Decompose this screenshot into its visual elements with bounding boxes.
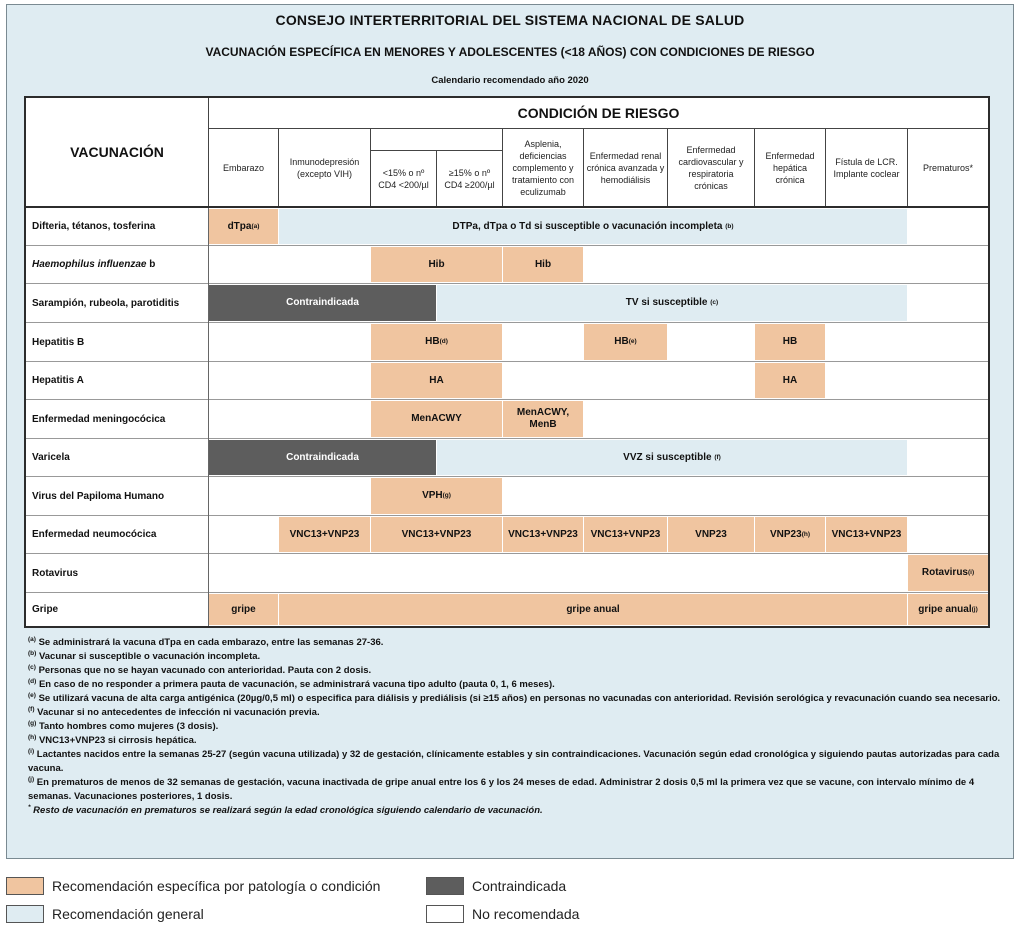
cell-gripe-anual-prematuros: gripe anual (j)	[908, 594, 988, 625]
legend-specific: Recomendación específica por patología o condición	[6, 877, 380, 895]
cell-dtpa-embarazo: dTpa (a)	[209, 209, 278, 244]
footnote-e: $^{(e)}$ Se utilizará vacuna de alta carga antigénica (20µg/0,5 ml) o especifica para diálisis y prediálisis (si ≥15 años) en personas no vacunadas con anterioridad. Revisión serológica y revacunación cuando sea necesario.	[28, 691, 1001, 704]
footnote-c: $^{(c)}$ Personas que no se hayan vacunado con anterioridad. Pauta con 2 dosis.	[28, 663, 372, 676]
cell-hb-vih: HB (d)	[371, 324, 502, 360]
row-label-difteria: Difteria, tétanos, tosferina	[32, 221, 156, 232]
cell-hib-vih: Hib	[371, 247, 502, 282]
footnote-g: $^{(g)}$ Tanto hombres como mujeres (3 dosis).	[28, 719, 219, 732]
cell-vph-vih: VPH (g)	[371, 478, 502, 514]
row-label-hepatitis-a: Hepatitis A	[32, 375, 84, 386]
row-label-neumococica: Enfermedad neumocócica	[32, 529, 157, 540]
cell-contraindicada-srp: Contraindicada	[209, 285, 436, 321]
vacunacion-header: VACUNACIÓN	[70, 144, 164, 160]
vaccination-table	[24, 96, 990, 628]
row-label-vph: Virus del Papiloma Humano	[32, 490, 165, 502]
col-vih-low: <15% o nº CD4 <200/µl	[378, 167, 429, 190]
cell-hb-hepatica: HB	[755, 324, 825, 360]
col-renal: Enfermedad renal crónica avanzada y hemodiálisis	[586, 150, 665, 185]
cell-menacwy-menb-asplenia: MenACWY, MenB	[503, 401, 583, 437]
cell-vnc-inmuno: VNC13+VNP23	[279, 517, 370, 552]
col-inmunodepresion: Inmunodepresión (excepto VIH)	[289, 156, 360, 179]
cell-ha-vih: HA	[371, 363, 502, 398]
col-vih-high: ≥15% o nº CD4 ≥200/µl	[444, 167, 495, 190]
row-label-sarampion: Sarampión, rubeola, parotiditis	[32, 297, 180, 309]
footnote-d: $^{(d)}$ En caso de no responder a primera pauta de vacunación, se administrará vacuna tipo adulto (pauta 0, 1, 6 meses).	[28, 677, 555, 690]
row-label-hepatitis-b: Hepatitis B	[32, 336, 85, 348]
col-embarazo: Embarazo	[222, 162, 265, 173]
row-label-meningococica: Enfermedad meningocócica	[32, 413, 166, 425]
cell-vnp-hepatica: VNP23 (h)	[755, 517, 825, 552]
cell-vnc-fistula: VNC13+VNP23	[826, 517, 907, 552]
col-prematuros: Prematuros*	[922, 162, 974, 173]
cell-hb-renal: HB (e)	[584, 324, 667, 360]
col-group-vih	[371, 129, 502, 150]
footnote-h: $^{(h)}$ VNC13+VNP23 si cirrosis hepática.	[28, 733, 197, 746]
legend-swatch-contra	[426, 877, 464, 895]
cell-dtpa-general: DTPa, dTpa o Td si susceptible o vacunación incompleta (b)	[279, 209, 907, 244]
col-hepatica: Enfermedad hepática crónica	[765, 150, 815, 185]
cell-gripe-embarazo: gripe	[209, 594, 278, 625]
col-cardiovascular: Enfermedad cardiovascular y respiratoria crónicas	[678, 144, 744, 191]
legend-swatch-none	[426, 905, 464, 923]
footnote-j: $^{(j)}$ En prematuros de menos de 32 semanas de gestación, vacuna inactivada de gripe anual entre los 6 y los 24 meses de edad. Administrar 2 dosis 0,5 ml la primera vez que se vacune, con intervalo mínimo de 4 semanas. Vacunaciones posteriores, 1 dosis.	[28, 775, 975, 802]
cell-hib-asplenia: Hib	[503, 247, 583, 282]
cell-vnc-asplenia: VNC13+VNP23	[503, 517, 583, 552]
footnote-f: $^{(f)}$ Vacunar si no antecedentes de infección ni vacunación previa.	[28, 705, 320, 718]
footnote-i: $^{(i)}$ Lactantes nacidos entre la semanas 25-27 (según vacuna utilizada) y 32 de gestación, clínicamente estables y sin contraindicaciones. Vacunación según edad cronológica y siguiendo pautas autorizadas para cada vacuna.	[28, 747, 1000, 774]
cell-vnc-vih: VNC13+VNP23	[371, 517, 502, 552]
calendar-year: Calendario recomendado año 2020	[431, 75, 589, 86]
cell-gripe-anual: gripe anual	[279, 594, 907, 625]
page-subtitle: VACUNACIÓN ESPECÍFICA EN MENORES Y ADOLESCENTES (<18 AÑOS) CON CONDICIONES DE RIESGO	[205, 45, 815, 59]
legend-swatch-specific	[6, 877, 44, 895]
cell-vnp-cardio: VNP23	[668, 517, 754, 552]
col-fistula: Fístula de LCR. Implante coclear	[833, 156, 900, 179]
cell-rotavirus-prematuros: Rotavirus (i)	[908, 555, 988, 591]
cell-ha-hepatica: HA	[755, 363, 825, 398]
row-label-haemophilus: Haemophilus influenzae b	[32, 259, 156, 270]
legend-contra: Contraindicada	[426, 877, 566, 895]
cell-vnc-renal: VNC13+VNP23	[584, 517, 667, 552]
page-title: CONSEJO INTERTERRITORIAL DEL SISTEMA NACIONAL DE SALUD	[275, 12, 745, 28]
footnote-a: $^{(a)}$ Se administrará la vacuna dTpa en cada embarazo, entre las semanas 27-36.	[28, 635, 384, 648]
footnotes	[28, 636, 1004, 818]
legend-none: No recomendada	[426, 905, 579, 923]
footnote-b: $^{(b)}$ Vacunar si susceptible o vacunación incompleta.	[28, 649, 261, 662]
cell-contraindicada-varicela: Contraindicada	[209, 440, 436, 475]
row-label-gripe: Gripe	[32, 604, 59, 615]
legend-swatch-general	[6, 905, 44, 923]
row-label-rotavirus: Rotavirus	[32, 567, 79, 579]
footnote-prematuros: * Resto de vacunación en prematuros se realizará según la edad cronológica siguiendo calendario de vacunación.	[28, 803, 543, 816]
condicion-header: CONDICIÓN DE RIESGO	[517, 105, 680, 121]
col-asplenia: Asplenia, deficiencias complemento y tratamiento con eculizumab	[511, 138, 575, 197]
cell-menacwy-vih: MenACWY	[371, 401, 502, 437]
row-label-varicela: Varicela	[32, 452, 70, 463]
legend-general: Recomendación general	[6, 905, 204, 923]
cell-tv-general: TV si susceptible (c)	[437, 285, 907, 321]
cell-vvz-general: VVZ si susceptible (f)	[437, 440, 907, 475]
